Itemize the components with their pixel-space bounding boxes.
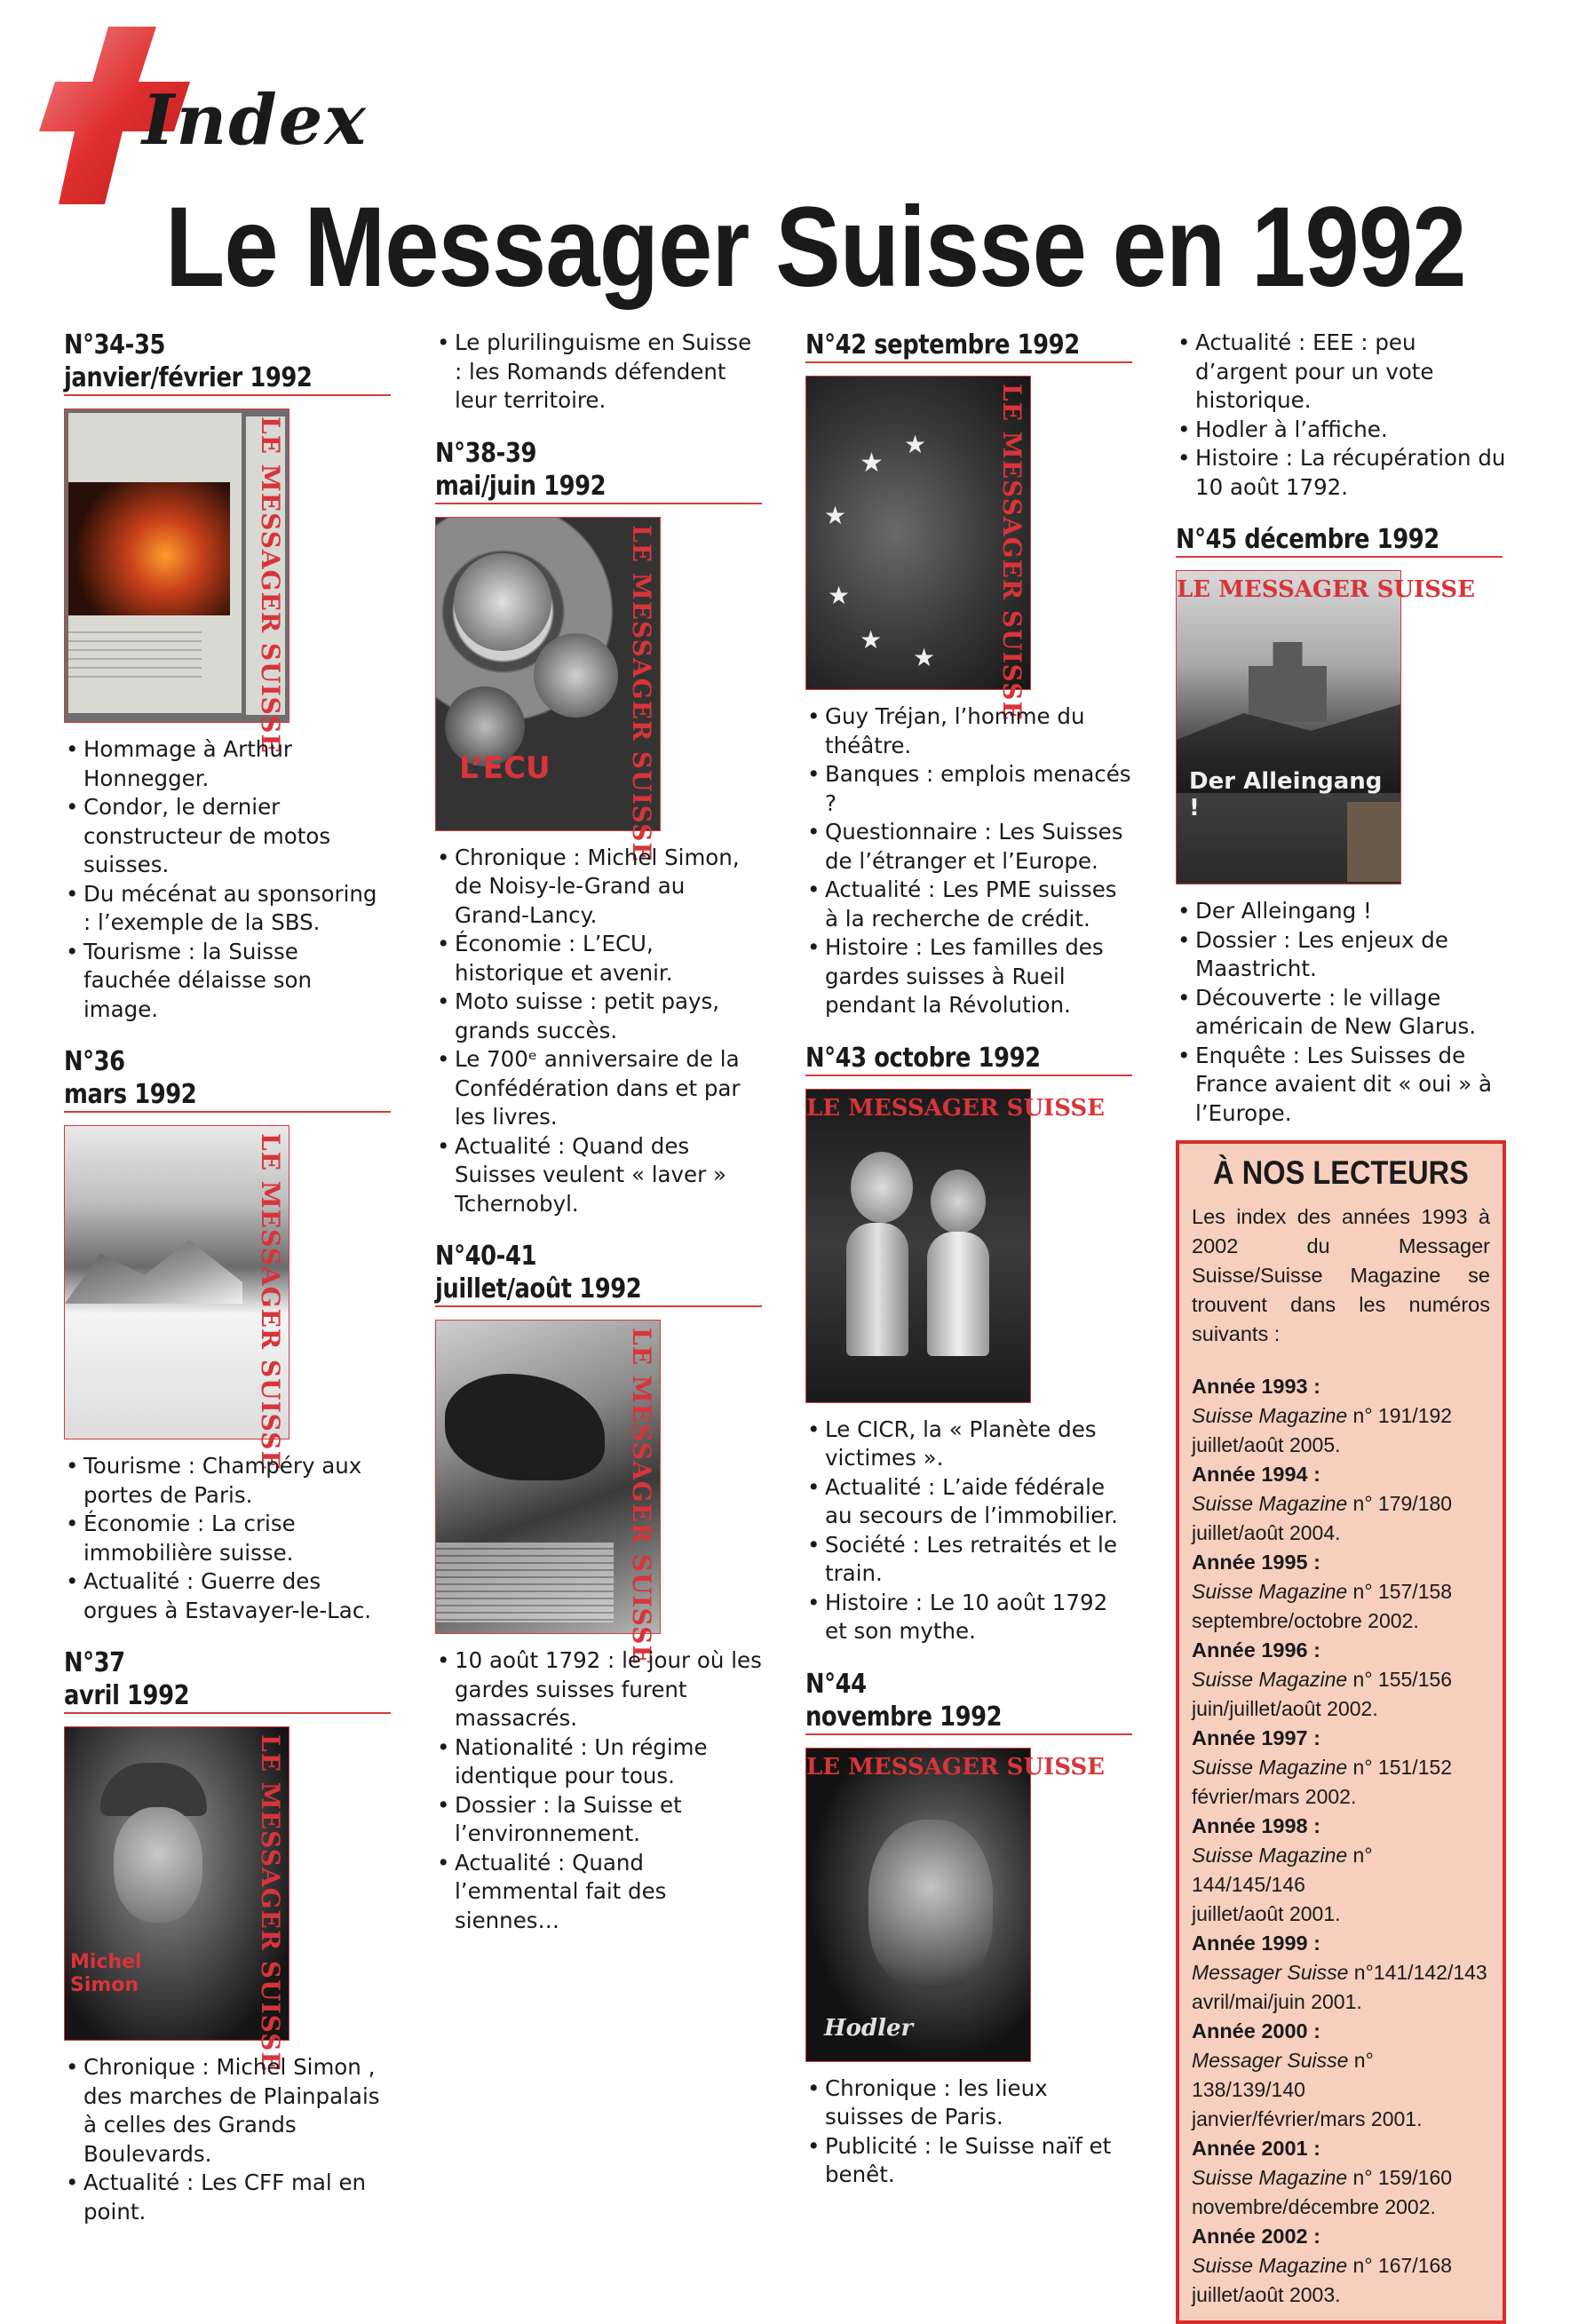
issue-date: juin/juillet/août 2002. — [1192, 1697, 1378, 1720]
heading-rule — [64, 1712, 391, 1714]
heading-rule — [435, 1305, 762, 1307]
column-3 — [805, 329, 1132, 2190]
issue-ref: n° 167/168 — [1347, 2254, 1453, 2277]
column-4 — [1176, 329, 1506, 2324]
issue-date: septembre/octobre 2002. — [1192, 1609, 1419, 1632]
year-label: Année 1996 : — [1192, 1638, 1320, 1662]
issue-date: avril/mai/juin 2001. — [1192, 1990, 1362, 2013]
year-label: Année 1993 : — [1192, 1375, 1320, 1398]
list-item: • Histoire : Le 10 août 1792 et son mythe. — [805, 1589, 1132, 1646]
issue-date: février/mars 2002. — [1192, 1785, 1357, 1808]
list-item: • 10 août 1792 : le jour où les gardes suisses furent massacrés. — [435, 1646, 762, 1733]
issue-ref: n° 151/152 — [1347, 1756, 1453, 1779]
issue-date: janvier/février 1992 — [64, 362, 313, 393]
heading-rule — [435, 503, 762, 504]
issue-items — [435, 329, 762, 416]
year-entry — [1192, 2017, 1490, 2134]
list-item: • Questionnaire : Les Suisses de l’étranger et l’Europe. — [805, 818, 1132, 876]
year-label: Année 1994 : — [1192, 1463, 1320, 1486]
issue-items — [435, 1646, 762, 1935]
issue-ref: n° 144/145/146 — [1192, 1844, 1373, 1896]
issue-date: mars 1992 — [64, 1079, 197, 1110]
cover-caption: Der Alleingang ! — [1189, 768, 1383, 821]
issue-items — [805, 702, 1132, 1020]
issue-date: juillet/août 2005. — [1192, 1433, 1341, 1456]
year-label: Année 1998 : — [1192, 1814, 1320, 1837]
cover-masthead: LE MESSAGER SUISSE — [806, 1753, 1105, 1781]
issue-items — [64, 2053, 391, 2226]
list-item: • Chronique : Michel Simon, de Noisy-le-Grand au Grand-Lancy. — [435, 844, 762, 931]
list-item: • Économie : L’ECU, historique et avenir. — [435, 930, 762, 988]
magazine-name: Suisse Magazine — [1192, 1580, 1348, 1603]
issue-items — [1176, 897, 1506, 1128]
issue-items — [64, 735, 391, 1024]
issue-ref: n° 191/192 — [1347, 1404, 1453, 1427]
year-label: Année 2001 : — [1192, 2137, 1320, 2160]
readers-intro: Les index des années 1993 à 2002 du Messager Suisse/Suisse Magazine se trouvent dans les numéros suivants : — [1192, 1205, 1490, 1345]
year-entry — [1192, 1372, 1490, 1460]
list-item: • Le 700ᵉ anniversaire de la Confédération dans et par les livres. — [435, 1045, 762, 1132]
issue-date: juillet/août 2004. — [1192, 1521, 1341, 1544]
issue-ref: n° 155/156 — [1347, 1668, 1453, 1691]
year-label: Année 1999 : — [1192, 1931, 1320, 1955]
list-item: • Hommage à Arthur Honnegger. — [64, 735, 391, 793]
year-label: Année 2000 : — [1192, 2019, 1320, 2042]
heading-rule — [1176, 556, 1503, 558]
cover-masthead: LE MESSAGER SUISSE — [806, 1094, 1105, 1122]
list-item: • Découverte : le village américain de New Glarus. — [1176, 984, 1506, 1042]
year-entry — [1192, 2134, 1490, 2222]
cover-image-37 — [64, 1726, 289, 2072]
star-icon: ★ — [860, 625, 883, 654]
cover-masthead: LE MESSAGER SUISSE — [627, 1328, 656, 1665]
column-2 — [435, 329, 762, 1935]
cover-image-45 — [1176, 570, 1475, 884]
magazine-name: Suisse Magazine — [1192, 1844, 1348, 1867]
star-icon: ★ — [860, 448, 884, 479]
year-entry — [1192, 1548, 1490, 1636]
heading-rule — [805, 361, 1132, 363]
issue-items — [64, 1452, 391, 1625]
issue-number: N°34-35 — [64, 329, 166, 361]
cover-masthead: LE MESSAGER SUISSE — [256, 1734, 285, 2072]
heading-rule — [805, 1075, 1132, 1076]
cover-image-34-35 — [64, 408, 289, 754]
list-item: • Tourisme : la Suisse fauchée délaisse son image. — [64, 938, 391, 1025]
cover-masthead: LE MESSAGER SUISSE — [627, 524, 656, 862]
issue-date: juillet/août 2003. — [1192, 2283, 1341, 2306]
list-item: • Actualité : Les CFF mal en point. — [64, 2169, 391, 2226]
issue-ref: n° 159/160 — [1347, 2166, 1453, 2189]
readers-title: À NOS LECTEURS — [1213, 1154, 1469, 1191]
issue-ref: n° 138/139/140 — [1192, 2049, 1374, 2101]
cover-image-42 — [805, 376, 1031, 721]
issue-ref: n° 157/158 — [1347, 1580, 1453, 1603]
issue-items — [435, 844, 762, 1219]
year-entry — [1192, 1812, 1490, 1929]
cover-image-43 — [805, 1089, 1105, 1403]
year-label: Année 2002 : — [1192, 2225, 1320, 2248]
cover-caption: L’ECU — [459, 750, 551, 786]
magazine-name: Suisse Magazine — [1192, 1404, 1348, 1427]
issue-date: novembre 1992 — [805, 1701, 1003, 1733]
magazine-name: Suisse Magazine — [1192, 2166, 1348, 2189]
list-item: • Dossier : la Suisse et l’environnement. — [435, 1791, 762, 1849]
star-icon: ★ — [904, 430, 927, 459]
list-item: • Moto suisse : petit pays, grands succès. — [435, 988, 762, 1045]
issue-number: N°36 — [64, 1046, 125, 1077]
list-item: • Condor, le dernier constructeur de motos suisses. — [64, 793, 391, 880]
year-entry — [1192, 1636, 1490, 1724]
magazine-name: Messager Suisse — [1192, 1961, 1349, 1984]
magazine-name: Suisse Magazine — [1192, 1668, 1348, 1691]
list-item: • Publicité : le Suisse naïf et benêt. — [805, 2132, 1132, 2190]
issue-number: N°38-39 — [435, 437, 537, 469]
issue-date: mai/juin 1992 — [435, 470, 607, 502]
list-item: • Guy Tréjan, l’homme du théâtre. — [805, 702, 1132, 760]
list-item: • Tourisme : Champéry aux portes de Paris. — [64, 1452, 391, 1510]
list-item: • Économie : La crise immobilière suisse. — [64, 1510, 391, 1567]
list-item: • Actualité : EEE : peu d’argent pour un vote historique. — [1176, 329, 1506, 416]
list-item: • Der Alleingang ! — [1176, 897, 1506, 926]
list-item: • Actualité : Les PME suisses à la recherche de crédit. — [805, 876, 1132, 933]
list-item: • Actualité : L’aide fédérale au secours de l’immobilier. — [805, 1473, 1132, 1531]
issue-date: janvier/février/mars 2001. — [1192, 2107, 1423, 2130]
heading-rule — [64, 394, 391, 396]
issue-number: N°37 — [64, 1647, 125, 1678]
list-item: • Chronique : les lieux suisses de Paris. — [805, 2074, 1132, 2132]
magazine-name: Suisse Magazine — [1192, 1756, 1348, 1779]
cover-masthead: LE MESSAGER SUISSE — [256, 1133, 285, 1471]
issue-date: juillet/août 2001. — [1192, 1902, 1341, 1925]
magazine-name: Suisse Magazine — [1192, 2254, 1348, 2277]
star-icon: ★ — [828, 581, 851, 610]
year-entry — [1192, 1724, 1490, 1812]
year-list — [1192, 1372, 1490, 2310]
heading-rule — [805, 1733, 1132, 1735]
cover-masthead: LE MESSAGER SUISSE — [997, 384, 1027, 721]
page-title: Le Messager Suisse en 1992 — [165, 184, 1466, 311]
issue-number: N°45 décembre 1992 — [1176, 524, 1439, 555]
list-item: • Hodler à l’affiche. — [1176, 416, 1506, 445]
issue-ref: n°141/142/143 — [1348, 1961, 1487, 1984]
issue-items — [805, 1416, 1132, 1646]
readers-box — [1176, 1140, 1506, 2324]
issue-date: avril 1992 — [64, 1680, 190, 1711]
list-item: • Chronique : Michel Simon , des marches de Plainpalais à celles des Grands Boulevards. — [64, 2053, 391, 2169]
year-entry — [1192, 2222, 1490, 2310]
star-icon: ★ — [824, 501, 847, 530]
list-item: • Histoire : Les familles des gardes suisses à Rueil pendant la Révolution. — [805, 933, 1132, 1020]
list-item: • Actualité : Guerre des orgues à Estavayer-le-Lac. — [64, 1567, 391, 1625]
magazine-name: Messager Suisse — [1192, 2049, 1349, 2072]
magazine-name: Suisse Magazine — [1192, 1492, 1348, 1515]
cover-signature: Hodler — [824, 2014, 914, 2042]
issue-items — [805, 2074, 1132, 2190]
year-entry — [1192, 1460, 1490, 1548]
issue-ref: n° 179/180 — [1347, 1492, 1453, 1515]
list-item: • Histoire : La récupération du 10 août 1792. — [1176, 444, 1506, 502]
cover-image-38-39 — [435, 517, 661, 862]
cover-caption: Michel Simon — [70, 1951, 142, 1996]
issue-number: N°42 septembre 1992 — [805, 329, 1080, 361]
cover-masthead: LE MESSAGER SUISSE — [246, 416, 285, 715]
list-item: • Nationalité : Un régime identique pour tous. — [435, 1733, 762, 1791]
issue-number: N°44 — [805, 1668, 867, 1700]
year-label: Année 1997 : — [1192, 1726, 1320, 1749]
list-item: • Le plurilinguisme en Suisse : les Romands défendent leur territoire. — [435, 329, 762, 416]
issue-date: novembre/décembre 2002. — [1192, 2195, 1436, 2218]
star-icon: ★ — [913, 643, 936, 672]
list-item: • Actualité : Quand l’emmental fait des siennes… — [435, 1849, 762, 1936]
cover-image-40-41 — [435, 1320, 661, 1665]
column-1 — [64, 329, 391, 2226]
list-item: • Société : Les retraités et le train. — [805, 1531, 1132, 1589]
list-item: • Actualité : Quand des Suisses veulent « laver » Tchernobyl. — [435, 1132, 762, 1219]
index-heading: Index — [142, 80, 368, 161]
cover-masthead: LE MESSAGER SUISSE — [1177, 576, 1475, 603]
issue-date: juillet/août 1992 — [435, 1273, 642, 1305]
heading-rule — [64, 1111, 391, 1113]
year-label: Année 1995 : — [1192, 1551, 1320, 1574]
list-item: • Du mécénat au sponsoring : l’exemple de la SBS. — [64, 880, 391, 938]
issue-number: N°43 octobre 1992 — [805, 1042, 1041, 1074]
issue-number: N°40-41 — [435, 1241, 537, 1272]
list-item: • Enquête : Les Suisses de France avaient dit « oui » à l’Europe. — [1176, 1042, 1506, 1129]
list-item: • Le CICR, la « Planète des victimes ». — [805, 1416, 1132, 1473]
cover-image-44 — [805, 1748, 1105, 2062]
list-item: • Banques : emplois menacés ? — [805, 760, 1132, 818]
year-entry — [1192, 1929, 1490, 2017]
issue-items — [1176, 329, 1506, 502]
list-item: • Dossier : Les enjeux de Maastricht. — [1176, 926, 1506, 984]
cover-image-36 — [64, 1125, 289, 1471]
